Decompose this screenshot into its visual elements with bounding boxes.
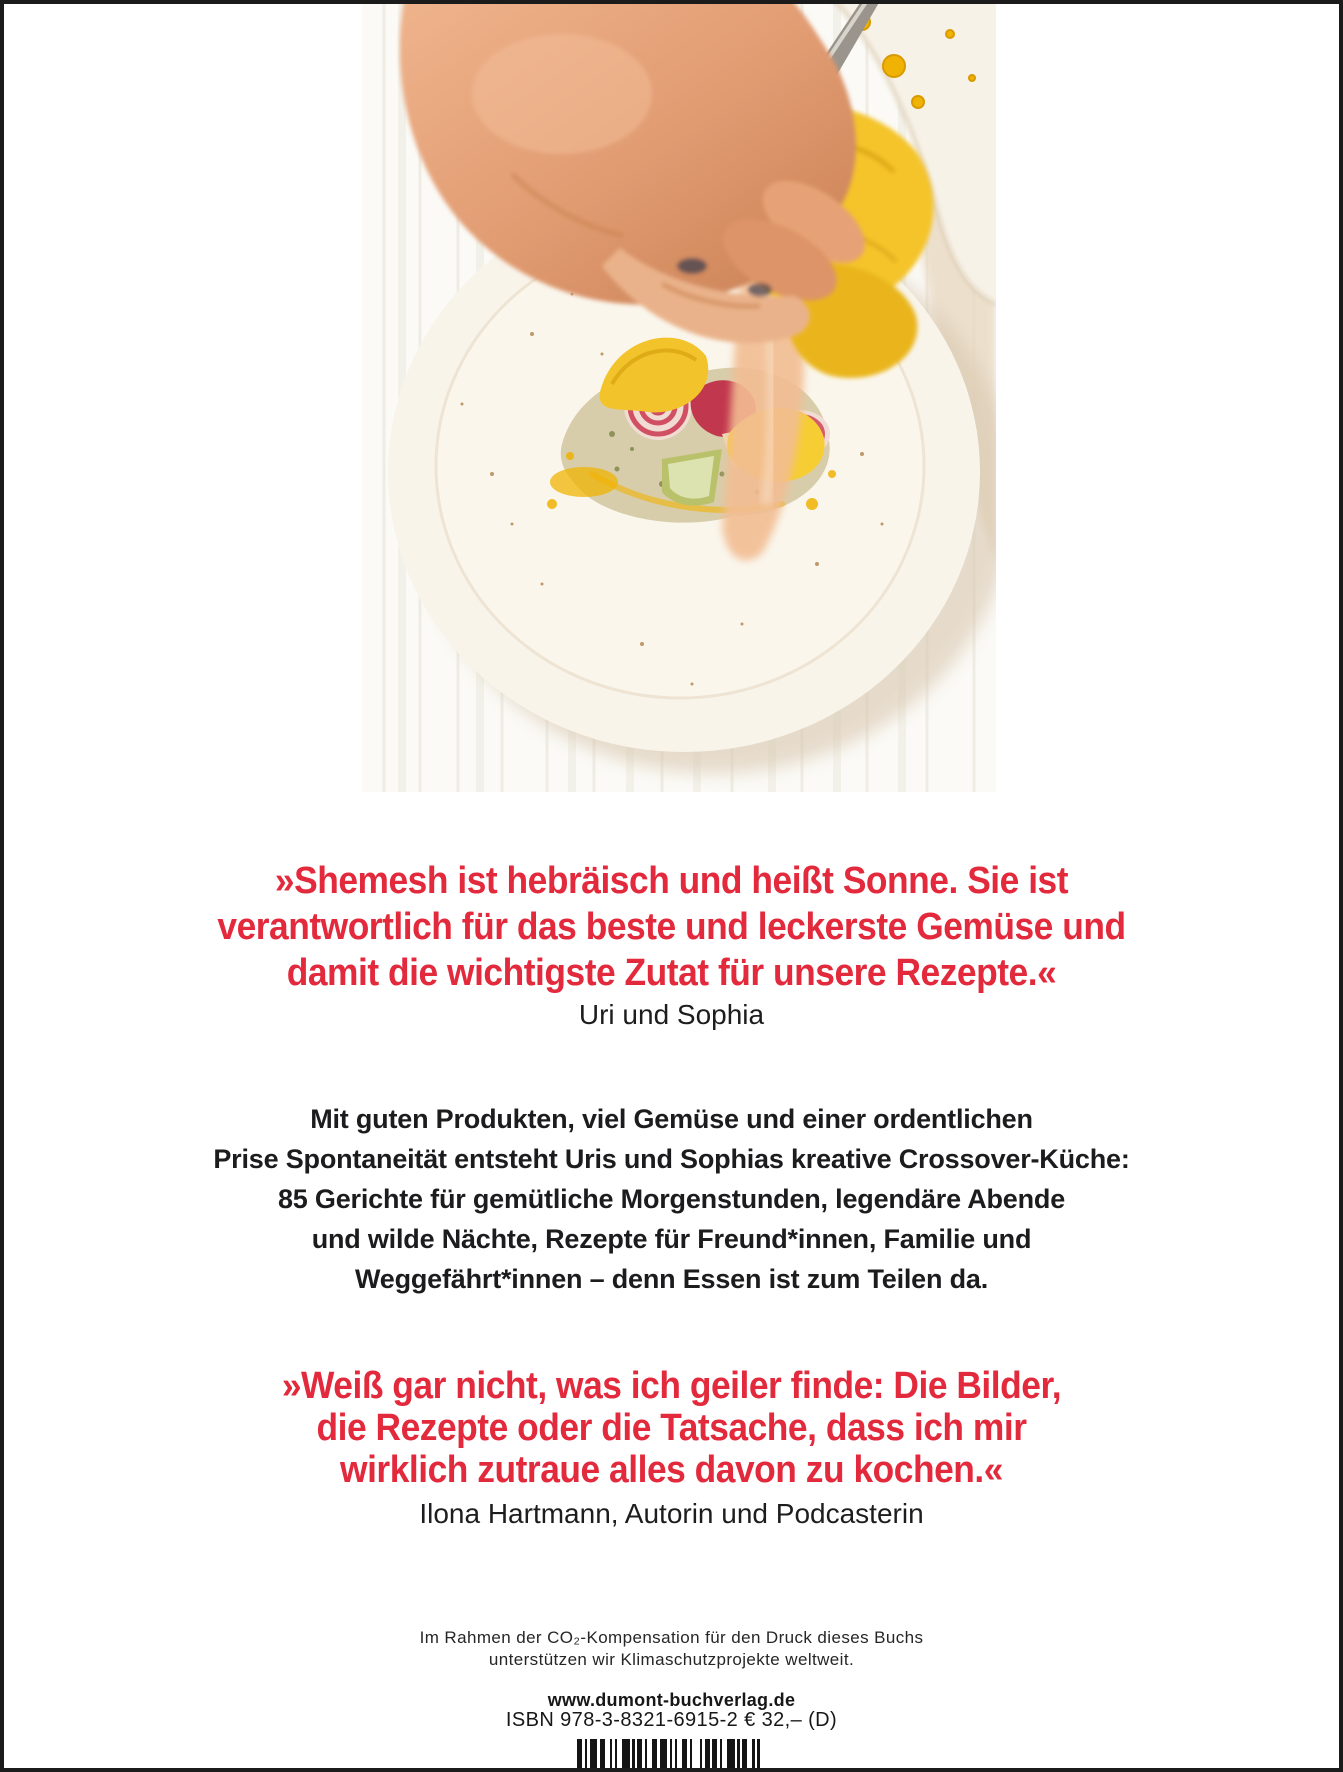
quote-line: verantwortlich für das beste und leckerste Gemüse und	[217, 906, 1126, 948]
publisher-website: www.dumont-buchverlag.de	[547, 1690, 796, 1710]
blurb-line: Weggefährt*innen – denn Essen ist zum Teilen da.	[354, 1264, 989, 1294]
quote-line: damit die wichtigste Zutat für unsere Rezepte.«	[286, 952, 1057, 994]
co2-note-line: Im Rahmen der CO₂-Kompensation für den Druck dieses Buchs	[419, 1628, 924, 1647]
book-blurb	[4, 1099, 1339, 1299]
co2-note-line: unterstützen wir Klimaschutzprojekte weltweit.	[488, 1650, 855, 1669]
quote-line: wirklich zutraue alles davon zu kochen.«	[340, 1449, 1003, 1491]
isbn-price-line: ISBN 978-3-8321-6915-2 € 32,– (D)	[505, 1709, 838, 1731]
food-photo-illustration	[362, 4, 996, 792]
co2-compensation-note	[4, 1627, 1339, 1671]
quote-shemesh	[51, 858, 1293, 996]
blurb-line: 85 Gerichte für gemütliche Morgenstunden, legendäre Abende	[277, 1184, 1066, 1214]
quote-line: »Shemesh ist hebräisch und heißt Sonne. Sie ist	[274, 860, 1069, 902]
barcode	[577, 1739, 767, 1770]
quote-attribution-testimonial: Ilona Hartmann, Autorin und Podcasterin	[419, 1498, 924, 1529]
blurb-line: und wilde Nächte, Rezepte für Freund*innen, Familie und	[311, 1224, 1032, 1254]
quote-line: »Weiß gar nicht, was ich geiler finde: Die Bilder,	[281, 1365, 1062, 1407]
quote-attribution-authors: Uri und Sophia	[578, 999, 765, 1030]
blurb-line: Mit guten Produkten, viel Gemüse und einer ordentlichen	[310, 1104, 1033, 1134]
blurb-line: Prise Spontaneität entsteht Uris und Sophias kreative Crossover-Küche:	[213, 1144, 1130, 1174]
food-photo	[362, 4, 996, 792]
quote-line: die Rezepte oder die Tatsache, dass ich mir	[316, 1407, 1027, 1449]
quote-testimonial	[51, 1365, 1293, 1491]
